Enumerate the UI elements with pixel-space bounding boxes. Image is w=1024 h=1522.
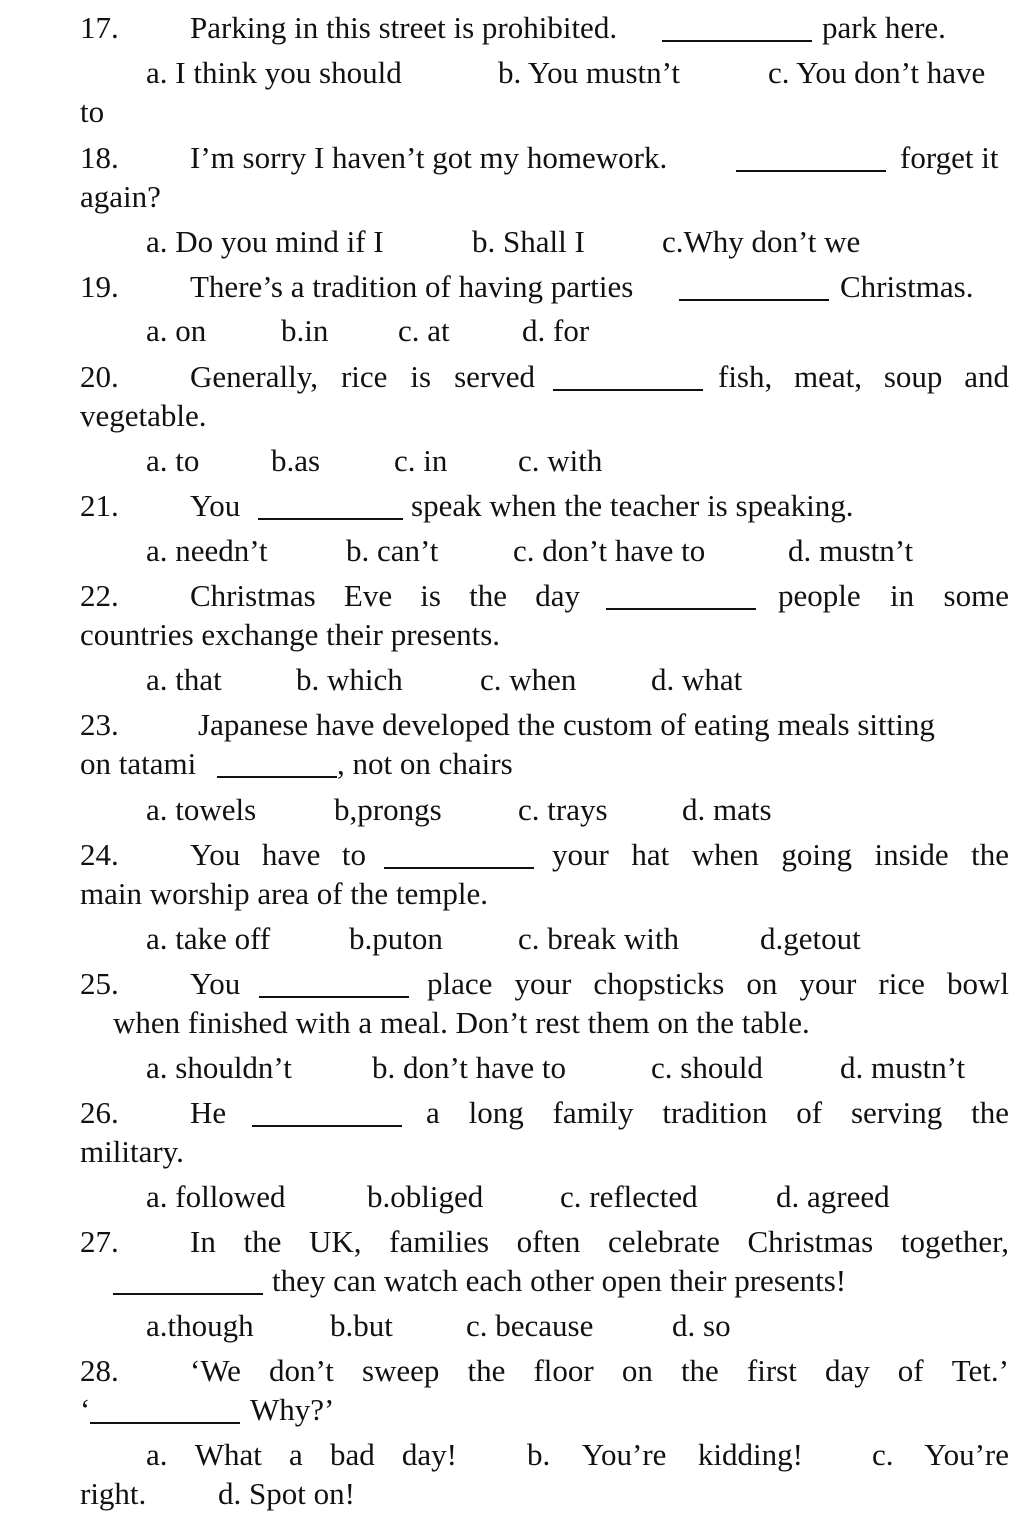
option-word: c. bbox=[872, 1437, 894, 1472]
option-word: What bbox=[194, 1437, 262, 1472]
question-stem: You bbox=[190, 488, 241, 523]
answer-blank bbox=[258, 496, 403, 520]
option-c: c. reflected bbox=[560, 1179, 698, 1214]
stem-word: meat, bbox=[794, 359, 863, 394]
option-a: a. shouldn’t bbox=[146, 1050, 292, 1085]
option-d: d. mustn’t bbox=[788, 533, 914, 568]
stem-word: don’t bbox=[268, 1353, 334, 1388]
option-word: a bbox=[289, 1437, 303, 1472]
option-d: d. mats bbox=[682, 792, 772, 827]
stem-word: inside bbox=[874, 837, 949, 872]
answer-blank bbox=[252, 1103, 402, 1127]
option-c: c. when bbox=[480, 662, 577, 697]
stem-word: together, bbox=[900, 1224, 1009, 1259]
question-stem bbox=[190, 1226, 1009, 1257]
question-stem-continued: when finished with a meal. Don’t rest them on the table. bbox=[113, 1005, 810, 1040]
question-stem-end bbox=[427, 968, 1009, 999]
question-number: 19. bbox=[80, 269, 119, 304]
option-a: a. followed bbox=[146, 1179, 286, 1214]
question-number: 22. bbox=[80, 578, 119, 613]
answer-blank bbox=[217, 754, 337, 778]
stem-word: soup bbox=[883, 359, 943, 394]
answer-blank bbox=[736, 148, 886, 172]
option-a: a. on bbox=[146, 313, 207, 348]
option-c-continued: right. bbox=[80, 1476, 147, 1511]
option-word: bad bbox=[329, 1437, 375, 1472]
option-d: d. Spot on! bbox=[218, 1476, 355, 1511]
stem-word: going bbox=[781, 837, 853, 872]
stem-word: the bbox=[467, 1353, 506, 1388]
option-c: c. You don’t have bbox=[768, 55, 986, 90]
stem-word: families bbox=[389, 1224, 490, 1259]
question-stem bbox=[190, 1355, 1009, 1386]
question-stem bbox=[190, 580, 580, 611]
option-a: a. I think you should bbox=[146, 55, 402, 90]
option-b: b.but bbox=[330, 1308, 393, 1343]
answer-blank bbox=[384, 845, 534, 869]
question-stem-continued: they can watch each other open their presents! bbox=[272, 1263, 847, 1298]
option-d: d. so bbox=[672, 1308, 731, 1343]
stem-word: on bbox=[746, 966, 778, 1001]
question-stem: You bbox=[190, 966, 241, 1001]
stem-word: family bbox=[552, 1095, 634, 1130]
question-number: 17. bbox=[80, 10, 119, 45]
option-word: a. bbox=[146, 1437, 168, 1472]
stem-word: In bbox=[190, 1224, 216, 1259]
question-number: 28. bbox=[80, 1353, 119, 1388]
option-c: c. because bbox=[466, 1308, 594, 1343]
stem-word: place bbox=[427, 966, 493, 1001]
stem-word: UK, bbox=[308, 1224, 362, 1259]
answer-blank bbox=[113, 1271, 263, 1295]
option-d: d. what bbox=[651, 662, 743, 697]
option-a: a. to bbox=[146, 443, 200, 478]
option-a bbox=[146, 1439, 457, 1470]
stem-word: have bbox=[261, 837, 321, 872]
question-stem-end: forget it bbox=[900, 140, 999, 175]
option-word: You’re bbox=[581, 1437, 667, 1472]
stem-word: a bbox=[426, 1095, 440, 1130]
question-number: 25. bbox=[80, 966, 119, 1001]
option-c: c. in bbox=[394, 443, 448, 478]
option-word: kidding! bbox=[697, 1437, 803, 1472]
answer-blank bbox=[662, 18, 812, 42]
stem-word: and bbox=[964, 359, 1009, 394]
stem-word: when bbox=[691, 837, 759, 872]
option-b: b.in bbox=[281, 313, 329, 348]
question-number: 27. bbox=[80, 1224, 119, 1259]
question-number: 21. bbox=[80, 488, 119, 523]
question-stem-continued: again? bbox=[80, 179, 161, 214]
option-c: c. don’t have to bbox=[513, 533, 706, 568]
stem-word: your bbox=[552, 837, 609, 872]
stem-word: You bbox=[190, 837, 241, 872]
question-stem-end bbox=[426, 1097, 1009, 1128]
stem-word: rice bbox=[340, 359, 388, 394]
option-a: a. needn’t bbox=[146, 533, 268, 568]
option-c: c. should bbox=[651, 1050, 763, 1085]
stem-word: some bbox=[943, 578, 1009, 613]
question-stem: I’m sorry I haven’t got my homework. bbox=[190, 140, 668, 175]
option-word: You’re bbox=[924, 1437, 1009, 1472]
stem-word: celebrate bbox=[608, 1224, 720, 1259]
stem-word: on bbox=[621, 1353, 653, 1388]
stem-word: Generally, bbox=[190, 359, 318, 394]
stem-word: people bbox=[778, 578, 861, 613]
option-a: a. towels bbox=[146, 792, 257, 827]
stem-word: sweep bbox=[361, 1353, 440, 1388]
answer-blank bbox=[679, 277, 829, 301]
option-word: day! bbox=[401, 1437, 457, 1472]
question-stem-end bbox=[718, 361, 1009, 392]
option-d: d. mustn’t bbox=[840, 1050, 966, 1085]
option-c-continued: to bbox=[80, 94, 105, 129]
stem-word: bowl bbox=[946, 966, 1009, 1001]
stem-word: is bbox=[410, 359, 432, 394]
option-c: c. break with bbox=[518, 921, 679, 956]
stem-word: tradition bbox=[662, 1095, 768, 1130]
question-stem: He bbox=[190, 1095, 227, 1130]
question-stem: Japanese have developed the custom of eating meals sitting bbox=[198, 707, 935, 742]
question-stem-continued: vegetable. bbox=[80, 398, 207, 433]
stem-word: first bbox=[746, 1353, 797, 1388]
question-number: 18. bbox=[80, 140, 119, 175]
option-d: d. agreed bbox=[776, 1179, 890, 1214]
stem-word: is bbox=[420, 578, 441, 613]
option-b: b. Shall I bbox=[472, 224, 585, 259]
option-b: b. You mustn’t bbox=[498, 55, 681, 90]
stem-word: rice bbox=[878, 966, 925, 1001]
stem-word: serving bbox=[850, 1095, 943, 1130]
option-b: b,prongs bbox=[334, 792, 442, 827]
option-d: d.getout bbox=[760, 921, 861, 956]
option-a: a.though bbox=[146, 1308, 254, 1343]
question-stem bbox=[190, 839, 366, 870]
stem-word: floor bbox=[533, 1353, 594, 1388]
stem-word: Eve bbox=[343, 578, 393, 613]
stem-word: the bbox=[971, 837, 1009, 872]
option-b: b.puton bbox=[349, 921, 443, 956]
stem-word: the bbox=[243, 1224, 282, 1259]
option-a: a. take off bbox=[146, 921, 271, 956]
answer-blank bbox=[259, 974, 409, 998]
answer-blank bbox=[90, 1400, 240, 1424]
question-stem-end: Christmas. bbox=[840, 269, 974, 304]
stem-word: fish, bbox=[718, 359, 773, 394]
question-stem-continued: main worship area of the temple. bbox=[80, 876, 489, 911]
stem-word: ‘We bbox=[190, 1353, 241, 1388]
question-stem-end bbox=[552, 839, 1009, 870]
stem-word: Christmas bbox=[747, 1224, 874, 1259]
stem-word: the bbox=[469, 578, 508, 613]
answer-blank bbox=[606, 586, 756, 610]
question-stem: Parking in this street is prohibited. bbox=[190, 10, 618, 45]
answer-blank bbox=[553, 367, 703, 391]
stem-word: chopsticks bbox=[593, 966, 725, 1001]
option-d: c. with bbox=[518, 443, 603, 478]
stem-word: to bbox=[341, 837, 366, 872]
stem-word: Christmas bbox=[190, 578, 316, 613]
question-number: 24. bbox=[80, 837, 119, 872]
question-number: 20. bbox=[80, 359, 119, 394]
stem-word: Tet.’ bbox=[951, 1353, 1009, 1388]
question-stem-continued: on tatami bbox=[80, 746, 197, 781]
option-c bbox=[872, 1439, 1009, 1470]
stem-word: in bbox=[890, 578, 915, 613]
option-d: d. for bbox=[522, 313, 590, 348]
stem-word: your bbox=[514, 966, 572, 1001]
stem-word: often bbox=[516, 1224, 581, 1259]
question-stem-continued: Why?’ bbox=[250, 1392, 335, 1427]
question-stem-end bbox=[778, 580, 1009, 611]
stem-word: of bbox=[796, 1095, 823, 1130]
question-stem-open-quote: ‘ bbox=[80, 1392, 91, 1427]
option-a: a. Do you mind if I bbox=[146, 224, 384, 259]
question-stem-continued: military. bbox=[80, 1134, 184, 1169]
stem-word: hat bbox=[631, 837, 670, 872]
question-number: 23. bbox=[80, 707, 119, 742]
option-a: a. that bbox=[146, 662, 222, 697]
stem-word: the bbox=[680, 1353, 719, 1388]
question-stem-continued: countries exchange their presents. bbox=[80, 617, 501, 652]
stem-word: your bbox=[799, 966, 857, 1001]
stem-word: the bbox=[971, 1095, 1009, 1130]
stem-word: of bbox=[897, 1353, 924, 1388]
question-stem-end: park here. bbox=[822, 10, 946, 45]
option-c: c.Why don’t we bbox=[662, 224, 861, 259]
option-word: b. bbox=[527, 1437, 551, 1472]
option-b: b.as bbox=[271, 443, 321, 478]
question-number: 26. bbox=[80, 1095, 119, 1130]
option-b: b. which bbox=[296, 662, 403, 697]
stem-word: day bbox=[535, 578, 580, 613]
question-stem: There’s a tradition of having parties bbox=[190, 269, 634, 304]
question-stem bbox=[190, 361, 535, 392]
stem-word: served bbox=[454, 359, 535, 394]
option-b: b.obliged bbox=[367, 1179, 484, 1214]
stem-word: day bbox=[824, 1353, 870, 1388]
stem-word: long bbox=[468, 1095, 524, 1130]
option-b: b. can’t bbox=[346, 533, 439, 568]
option-b bbox=[527, 1439, 803, 1470]
option-b: b. don’t have to bbox=[372, 1050, 567, 1085]
question-stem-end: speak when the teacher is speaking. bbox=[411, 488, 854, 523]
option-c: c. at bbox=[398, 313, 450, 348]
question-stem-end: , not on chairs bbox=[337, 746, 513, 781]
option-c: c. trays bbox=[518, 792, 608, 827]
